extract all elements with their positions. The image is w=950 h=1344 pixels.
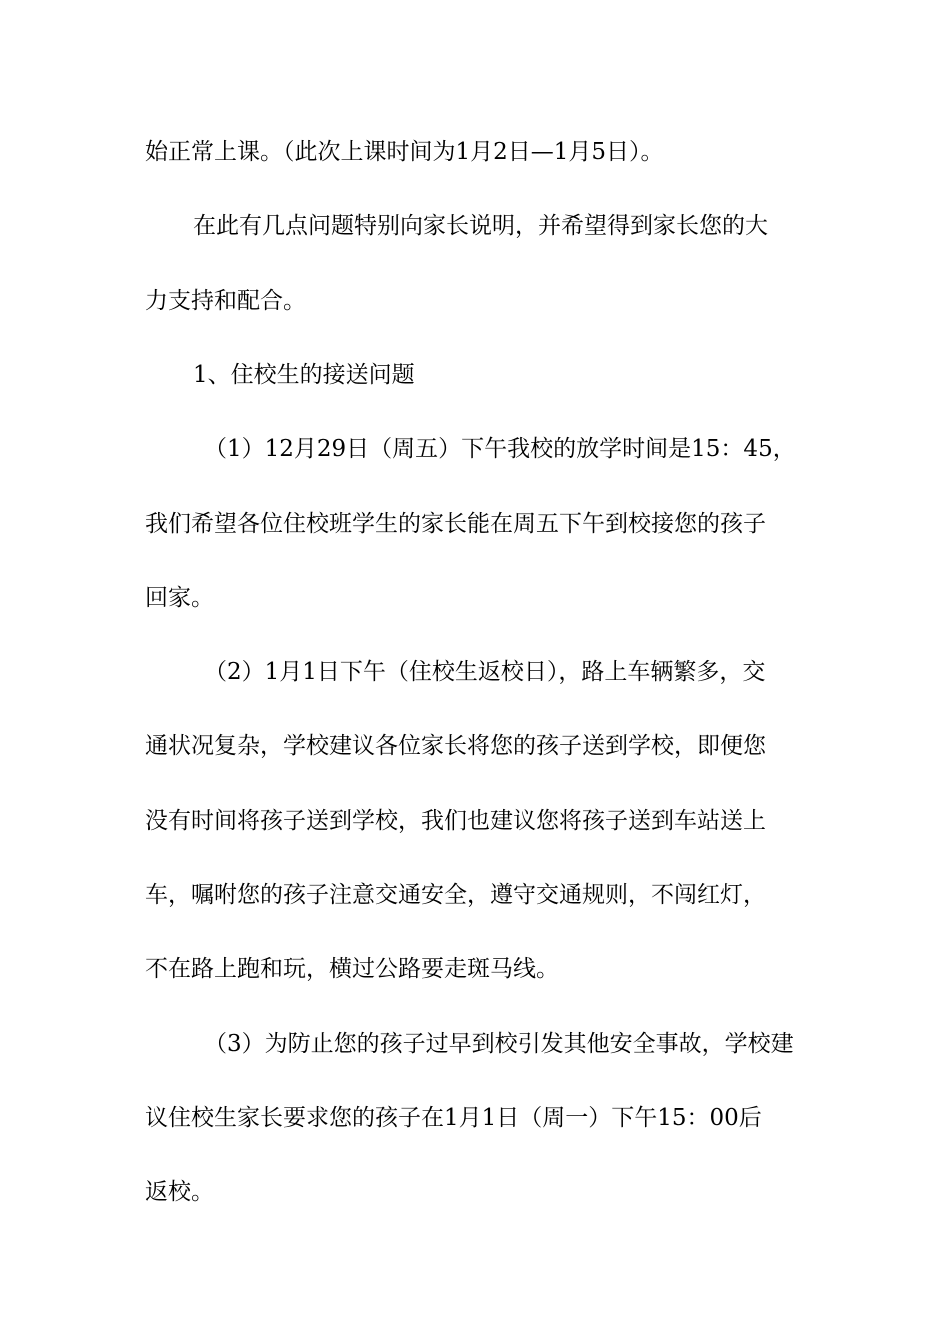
paragraph-line: 通状况复杂，学校建议各位家长将您的孩子送到学校，即便您 <box>145 733 766 759</box>
paragraph-line: 在此有几点问题特别向家长说明，并希望得到家长您的大 <box>193 213 768 239</box>
paragraph-line: 不在路上跑和玩，横过公路要走斑马线。 <box>145 956 559 982</box>
paragraph-line: 力支持和配合。 <box>145 288 306 314</box>
paragraph-line: 车，嘱咐您的孩子注意交通安全，遵守交通规则，不闯红灯， <box>145 882 766 908</box>
paragraph-line: 始正常上课。（此次上课时间为1月2日—1月5日）。 <box>145 139 664 165</box>
paragraph-line: 返校。 <box>145 1179 214 1205</box>
paragraph-line: 回家。 <box>145 585 214 611</box>
paragraph-line: 没有时间将孩子送到学校，我们也建议您将孩子送到车站送上 <box>145 808 766 834</box>
paragraph-line: （1）12月29日（周五）下午我校的放学时间是15：45， <box>204 436 796 462</box>
paragraph-line: 议住校生家长要求您的孩子在1月1日（周一）下午15：00后 <box>145 1105 762 1131</box>
paragraph-line: 我们希望各位住校班学生的家长能在周五下午到校接您的孩子 <box>145 511 766 537</box>
paragraph-line: （2）1月1日下午（住校生返校日），路上车辆繁多，交 <box>204 659 766 685</box>
section-heading: 1、住校生的接送问题 <box>193 362 415 388</box>
paragraph-line: （3）为防止您的孩子过早到校引发其他安全事故，学校建 <box>204 1031 794 1057</box>
